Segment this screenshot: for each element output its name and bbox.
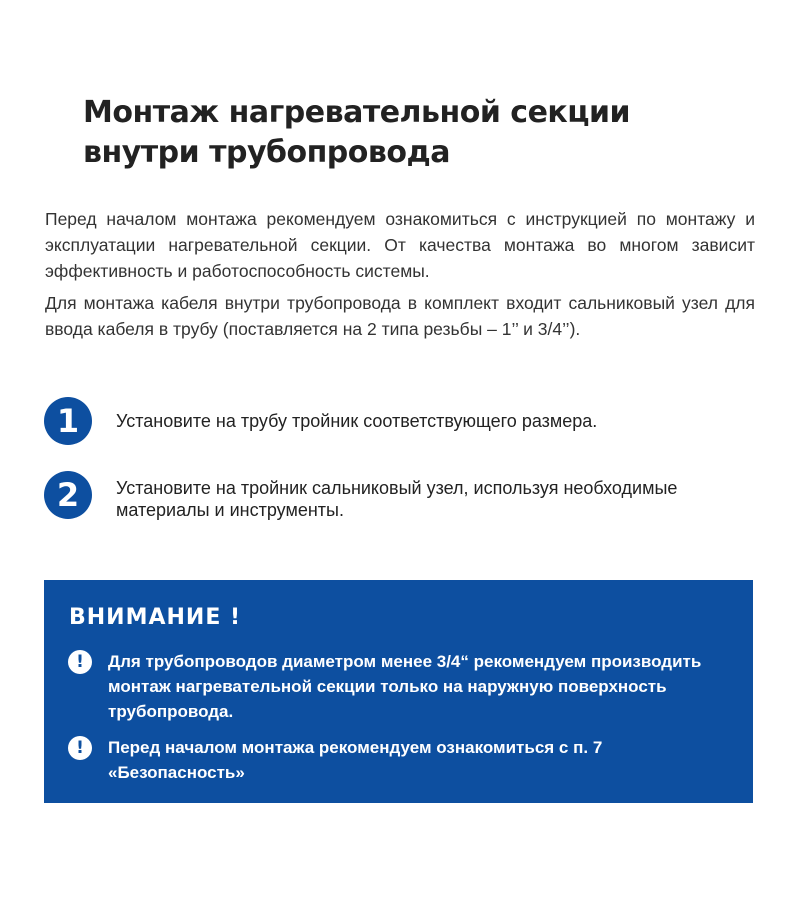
step-text-2: Установите на тройник сальниковый узел, используя необходимые материалы и инструменты. xyxy=(116,478,678,520)
warning-text-2: Перед началом монтажа рекомендуем ознакомиться с п. 7 «Безопасность» xyxy=(108,738,603,782)
page-title xyxy=(83,93,723,173)
exclamation-icon: ! xyxy=(68,650,92,674)
page-title-line-1: Монтаж нагревательной секции xyxy=(83,95,631,130)
step-text-1: Установите на трубу тройник соответствующего размера. xyxy=(116,411,598,431)
intro-paragraph-2: Для монтажа кабеля внутри трубопровода в комплект входит сальниковый узел для ввода кабеля в трубу (поставляется на 2 типа резьбы – 1’’ и 3/4’’). xyxy=(45,293,755,339)
exclamation-icon: ! xyxy=(68,736,92,760)
warning-box xyxy=(44,580,753,803)
warning-text-1: Для трубопроводов диаметром менее 3/4“ рекомендуем производить монтаж нагревательной секции только на наружную поверхность трубопровода. xyxy=(108,652,702,721)
page-title-line-2: внутри трубопровода xyxy=(83,135,450,170)
warning-title: ВНИМАНИЕ ! xyxy=(69,605,242,630)
step-number-1: 1 xyxy=(44,397,92,445)
step-number-2: 2 xyxy=(44,471,92,519)
intro-paragraph-1: Перед началом монтажа рекомендуем ознакомиться с инструкцией по монтажу и эксплуатации нагревательной секции. От качества монтажа во многом зависит эффективность и работоспособность системы. xyxy=(45,209,755,281)
intro-text xyxy=(45,206,755,348)
